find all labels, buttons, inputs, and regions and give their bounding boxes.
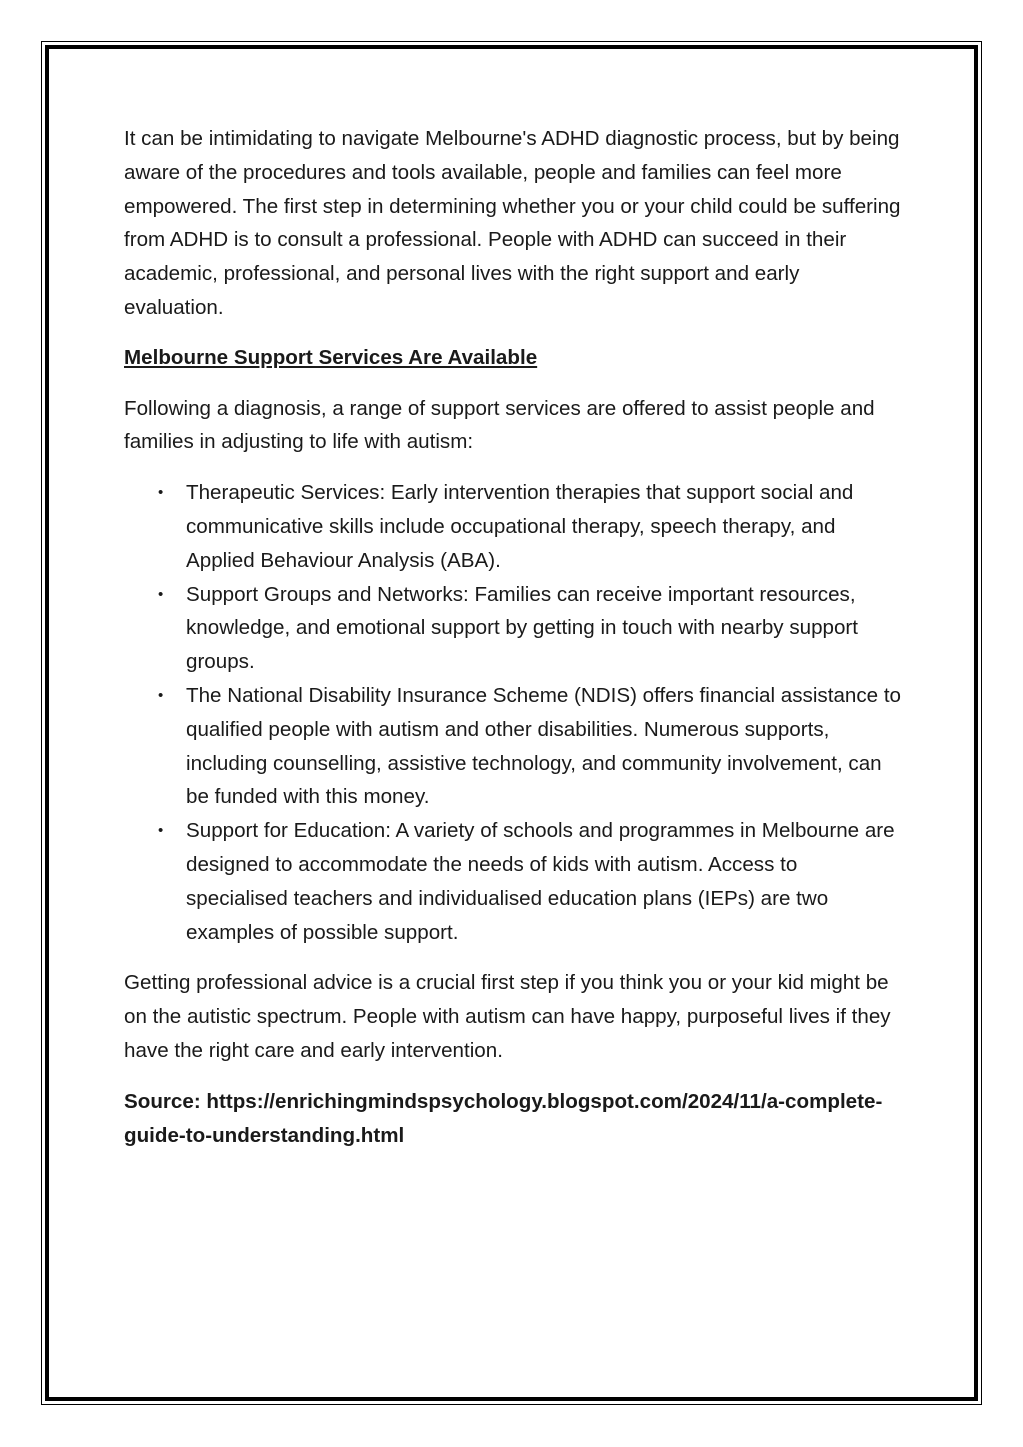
support-services-list: [124, 476, 904, 949]
following-paragraph: Following a diagnosis, a range of support services are offered to assist people and families in adjusting to life with autism:: [124, 396, 875, 454]
list-item-support-groups: [124, 578, 904, 679]
section-heading: Melbourne Support Services Are Available: [124, 345, 538, 369]
document-content: [124, 122, 904, 1152]
bullet-icon: •: [158, 585, 164, 603]
bullet-icon: •: [158, 822, 164, 840]
intro-paragraph: It can be intimidating to navigate Melbourne's ADHD diagnostic process, but by being aware of the procedures and tools available, people and families can feel more empowered. The first step in determining whether you or your child could be suffering from ADHD is to consult a professional. People with ADHD can succeed in their academic, professional, and personal lives with the right support and early evaluation.: [124, 127, 901, 319]
closing-paragraph: Getting professional advice is a crucial first step if you think you or your kid might be on the autistic spectrum. People with autism can have happy, purposeful lives if they have the right care and early intervention.: [124, 971, 891, 1062]
list-item-text: The National Disability Insurance Scheme (NDIS) offers financial assistance to qualified people with autism and other disabilities. Numerous supports, including counselling, assistive technology, and community involvement, can be funded with this money.: [186, 683, 901, 809]
bullet-icon: •: [158, 484, 164, 502]
list-item-therapeutic: [124, 476, 904, 577]
list-item-text: Support Groups and Networks: Families can receive important resources, knowledge, and emotional support by getting in touch with nearby support groups.: [186, 582, 859, 674]
list-item-education: [124, 814, 904, 949]
bullet-icon: •: [158, 686, 164, 704]
list-item-text: Therapeutic Services: Early intervention therapies that support social and communicative skills include occupational therapy, speech therapy, and Applied Behaviour Analysis (ABA).: [186, 481, 854, 572]
list-item-text: Support for Education: A variety of schools and programmes in Melbourne are designed to accommodate the needs of kids with autism. Access to specialised teachers and individualised education plans (IEPs) are two examples of possible support.: [186, 819, 895, 944]
list-item-ndis: [124, 679, 904, 814]
source-link[interactable]: Source: https://enrichingmindspsychology.blogspot.com/2024/11/a-complete-guide-to-understanding.html: [124, 1089, 883, 1147]
